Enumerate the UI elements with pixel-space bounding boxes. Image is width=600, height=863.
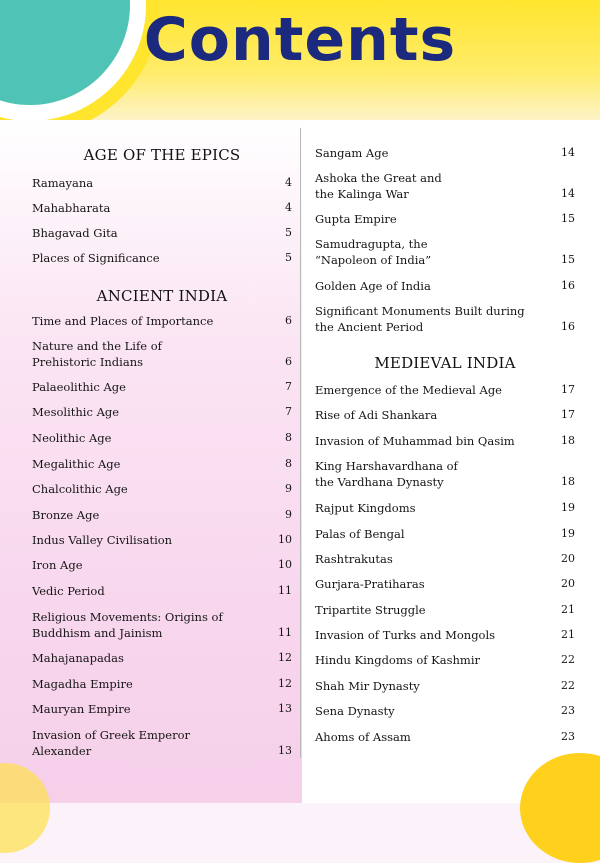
toc-entry-title: Magadha Empire xyxy=(32,677,133,691)
toc-entry xyxy=(32,338,292,370)
toc-entry-title: Palaeolithic Age xyxy=(32,380,126,394)
toc-entry-title: Shah Mir Dynasty xyxy=(315,679,420,693)
toc-entry-page: 11 xyxy=(278,626,292,639)
toc-entry xyxy=(315,551,575,567)
toc-entry-page: 22 xyxy=(561,679,575,692)
toc-entry xyxy=(315,433,575,449)
toc-entry-page: 16 xyxy=(561,320,575,333)
toc-entry-title: Samudragupta, the “Napoleon of India” xyxy=(315,237,432,267)
toc-entry xyxy=(32,200,292,216)
toc-entry xyxy=(315,170,575,202)
toc-entry-page: 17 xyxy=(561,383,575,396)
toc-entry-page: 10 xyxy=(278,558,292,571)
toc-entry-title: Neolithic Age xyxy=(32,431,112,445)
toc-entry xyxy=(32,609,292,641)
toc-entry-page: 4 xyxy=(285,201,292,214)
toc-entry-title: Significant Monuments Built during the Ancient Period xyxy=(315,304,525,334)
toc-entry xyxy=(315,303,575,335)
toc-entry xyxy=(32,225,292,241)
toc-entry-title: Sangam Age xyxy=(315,146,389,160)
toc-entry xyxy=(315,602,575,618)
toc-entry xyxy=(315,382,575,398)
toc-entry-title: Mesolithic Age xyxy=(32,405,120,419)
toc-entry-page: 15 xyxy=(561,212,575,225)
toc-entry-title: Chalcolithic Age xyxy=(32,482,128,496)
toc-entry xyxy=(32,250,292,266)
toc-entry-page: 21 xyxy=(561,628,575,641)
toc-entry xyxy=(32,481,292,497)
toc-entry-title: Places of Significance xyxy=(32,251,160,265)
toc-entry-page: 20 xyxy=(561,577,575,590)
toc-entry xyxy=(315,703,575,719)
toc-entry-page: 23 xyxy=(561,730,575,743)
toc-entry-page: 6 xyxy=(285,355,292,368)
toc-entry-page: 13 xyxy=(278,702,292,715)
toc-entry-page: 23 xyxy=(561,704,575,717)
toc-entry-title: Megalithic Age xyxy=(32,457,121,471)
toc-entry xyxy=(32,727,292,759)
toc-entry-page: 15 xyxy=(561,253,575,266)
toc-entry-title: Nature and the Life of Prehistoric Indians xyxy=(32,339,162,369)
toc-entry-page: 20 xyxy=(561,552,575,565)
toc-entry xyxy=(315,729,575,745)
toc-entry-title: Rashtrakutas xyxy=(315,552,393,566)
toc-entry xyxy=(315,407,575,423)
toc-entry-page: 11 xyxy=(278,584,292,597)
toc-entry-title: Ashoka the Great and the Kalinga War xyxy=(315,171,442,201)
toc-entry-title: Indus Valley Civilisation xyxy=(32,533,173,547)
toc-entry xyxy=(315,278,575,294)
toc-entry xyxy=(315,236,575,268)
toc-entry-page: 16 xyxy=(561,279,575,292)
toc-entry-title: Gupta Empire xyxy=(315,212,397,226)
page-title: Contents xyxy=(143,5,457,75)
toc-entry xyxy=(32,404,292,420)
toc-entry-page: 8 xyxy=(285,431,292,444)
toc-entry xyxy=(315,526,575,542)
toc-entry-title: Invasion of Turks and Mongols xyxy=(315,628,496,642)
toc-entry xyxy=(32,557,292,573)
toc-entry-page: 22 xyxy=(561,653,575,666)
toc-entry xyxy=(32,456,292,472)
toc-entry xyxy=(32,430,292,446)
toc-entry-page: 5 xyxy=(285,251,292,264)
toc-entry xyxy=(32,313,292,329)
toc-entry-title: Religious Movements: Origins of Buddhism and Jainism xyxy=(32,610,223,640)
toc-entry-title: Ahoms of Assam xyxy=(315,730,411,744)
toc-entry-page: 12 xyxy=(278,677,292,690)
toc-entry-title: Bhagavad Gita xyxy=(32,226,118,240)
toc-entry-page: 13 xyxy=(278,744,292,757)
toc-entry-page: 10 xyxy=(278,533,292,546)
toc-entry-page: 5 xyxy=(285,226,292,239)
toc-entry xyxy=(315,211,575,227)
toc-entry xyxy=(32,676,292,692)
section-heading-medieval: MEDIEVAL INDIA xyxy=(374,354,516,372)
toc-entry-title: King Harshavardhana of the Vardhana Dynasty xyxy=(315,459,458,489)
toc-entry-page: 4 xyxy=(285,176,292,189)
toc-entry-title: Emergence of the Medieval Age xyxy=(315,383,502,397)
toc-entry-page: 9 xyxy=(285,482,292,495)
toc-entry-title: Palas of Bengal xyxy=(315,527,405,541)
toc-entry xyxy=(315,576,575,592)
toc-entry-title: Rise of Adi Shankara xyxy=(315,408,438,422)
toc-entry-title: Mahabharata xyxy=(32,201,111,215)
toc-entry xyxy=(315,652,575,668)
toc-entry xyxy=(32,175,292,191)
toc-entry-title: Iron Age xyxy=(32,558,83,572)
toc-entry-title: Time and Places of Importance xyxy=(32,314,214,328)
toc-entry-title: Mauryan Empire xyxy=(32,702,131,716)
toc-entry-title: Gurjara-Pratiharas xyxy=(315,577,425,591)
toc-entry-page: 7 xyxy=(285,380,292,393)
toc-entry-page: 6 xyxy=(285,314,292,327)
toc-entry-title: Bronze Age xyxy=(32,508,100,522)
toc-entry-page: 12 xyxy=(278,651,292,664)
toc-entry-page: 17 xyxy=(561,408,575,421)
toc-entry-title: Tripartite Struggle xyxy=(315,603,426,617)
toc-entry-title: Rajput Kingdoms xyxy=(315,501,416,515)
toc-entry-title: Golden Age of India xyxy=(315,279,431,293)
toc-entry-title: Invasion of Greek Emperor Alexander xyxy=(32,728,191,758)
toc-entry-page: 18 xyxy=(561,475,575,488)
toc-entry xyxy=(315,500,575,516)
toc-entry-title: Mahajanapadas xyxy=(32,651,124,665)
toc-entry-title: Sena Dynasty xyxy=(315,704,395,718)
toc-entry-page: 9 xyxy=(285,508,292,521)
section-heading-ancient: ANCIENT INDIA xyxy=(96,287,228,305)
toc-entry xyxy=(315,678,575,694)
toc-entry xyxy=(315,627,575,643)
column-divider xyxy=(300,128,301,758)
toc-entry-page: 8 xyxy=(285,457,292,470)
toc-entry xyxy=(315,458,575,490)
toc-entry-page: 21 xyxy=(561,603,575,616)
toc-entry-page: 7 xyxy=(285,405,292,418)
toc-entry-page: 19 xyxy=(561,527,575,540)
toc-entry xyxy=(32,379,292,395)
toc-entry xyxy=(32,532,292,548)
toc-entry xyxy=(32,650,292,666)
toc-entry-page: 18 xyxy=(561,434,575,447)
toc-entry-page: 14 xyxy=(561,146,575,159)
toc-entry xyxy=(32,701,292,717)
toc-entry-page: 14 xyxy=(561,187,575,200)
toc-entry xyxy=(32,583,292,599)
toc-entry-title: Invasion of Muhammad bin Qasim xyxy=(315,434,515,448)
toc-entry-title: Vedic Period xyxy=(32,584,105,598)
toc-entry xyxy=(315,145,575,161)
toc-entry xyxy=(32,507,292,523)
toc-entry-page: 19 xyxy=(561,501,575,514)
toc-entry-title: Hindu Kingdoms of Kashmir xyxy=(315,653,480,667)
section-heading-epics: AGE OF THE EPICS xyxy=(83,146,241,164)
toc-entry-title: Ramayana xyxy=(32,176,94,190)
